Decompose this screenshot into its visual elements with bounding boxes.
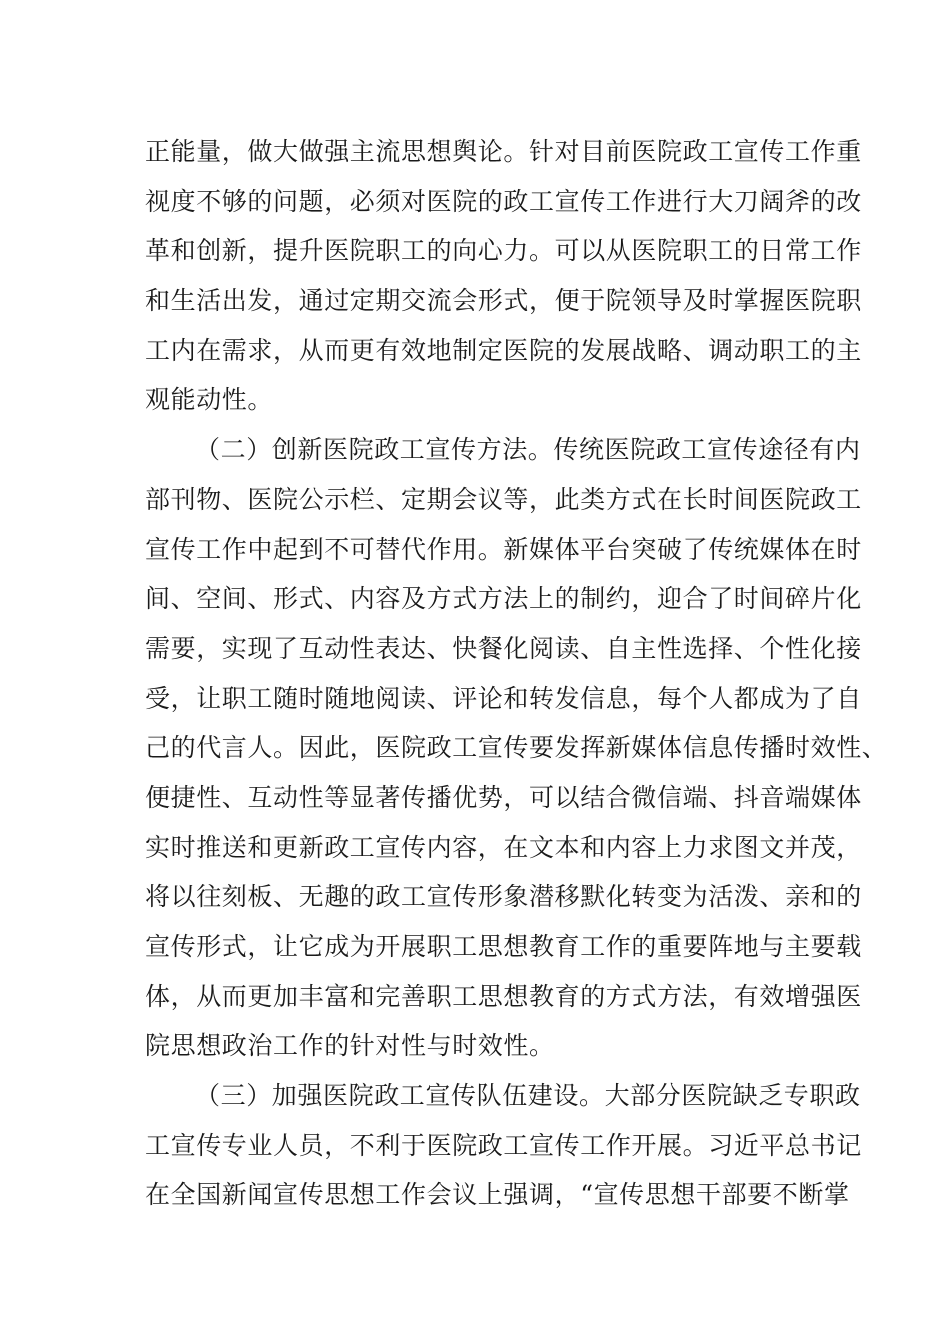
- paragraph-1-line-4: 和生活出发，通过定期交流会形式，便于院领导及时掌握医院职: [145, 286, 862, 315]
- paragraph-2-line-2: 部刊物、医院公示栏、定期会议等，此类方式在长时间医院政工: [145, 485, 862, 514]
- paragraph-1-line-3: 革和创新，提升医院职工的向心力。可以从医院职工的日常工作: [145, 236, 862, 265]
- paragraph-2-line-12: 体，从而更加丰富和完善职工思想教育的方式方法，有效增强医: [145, 982, 862, 1011]
- paragraph-2-line-3: 宣传工作中起到不可替代作用。新媒体平台突破了传统媒体在时: [145, 535, 862, 564]
- paragraph-2-line-9: 实时推送和更新政工宣传内容，在文本和内容上力求图文并茂，: [145, 833, 862, 862]
- paragraph-2-line-8: 便捷性、互动性等显著传播优势，可以结合微信端、抖音端媒体: [145, 783, 862, 812]
- paragraph-1-line-5: 工内在需求，从而更有效地制定医院的发展战略、调动职工的主: [145, 336, 862, 365]
- paragraph-3-line-2: 工宣传专业人员，不利于医院政工宣传工作开展。习近平总书记: [145, 1131, 862, 1160]
- paragraph-3-line-3: 在全国新闻宣传思想工作会议上强调，“宣传思想干部要不断掌: [145, 1180, 850, 1209]
- paragraph-2-line-5: 需要，实现了互动性表达、快餐化阅读、自主性选择、个性化接: [145, 634, 862, 663]
- paragraph-2-line-6: 受，让职工随时随地阅读、评论和转发信息，每个人都成为了自: [145, 684, 862, 713]
- paragraph-1-line-1: 正能量，做大做强主流思想舆论。针对目前医院政工宣传工作重: [145, 137, 862, 166]
- paragraph-2-line-4: 间、空间、形式、内容及方式方法上的制约，迎合了时间碎片化: [145, 584, 862, 613]
- paragraph-2-line-10: 将以往刻板、无趣的政工宣传形象潜移默化转变为活泼、亲和的: [145, 882, 862, 911]
- paragraph-2-line-11: 宣传形式，让它成为开展职工思想教育工作的重要阵地与主要载: [145, 932, 862, 961]
- paragraph-2-line-13: 院思想政治工作的针对性与时效性。: [145, 1031, 555, 1060]
- paragraph-1-line-6: 观能动性。: [145, 385, 274, 414]
- paragraph-3-line-1: （三）加强医院政工宣传队伍建设。大部分医院缺乏专职政: [195, 1081, 861, 1110]
- paragraph-2-line-7: 己的代言人。因此，医院政工宣传要发挥新媒体信息传播时效性、: [145, 733, 888, 762]
- paragraph-1-line-2: 视度不够的问题，必须对医院的政工宣传工作进行大刀阔斧的改: [145, 187, 862, 216]
- paragraph-2-line-1: （二）创新医院政工宣传方法。传统医院政工宣传途径有内: [195, 435, 861, 464]
